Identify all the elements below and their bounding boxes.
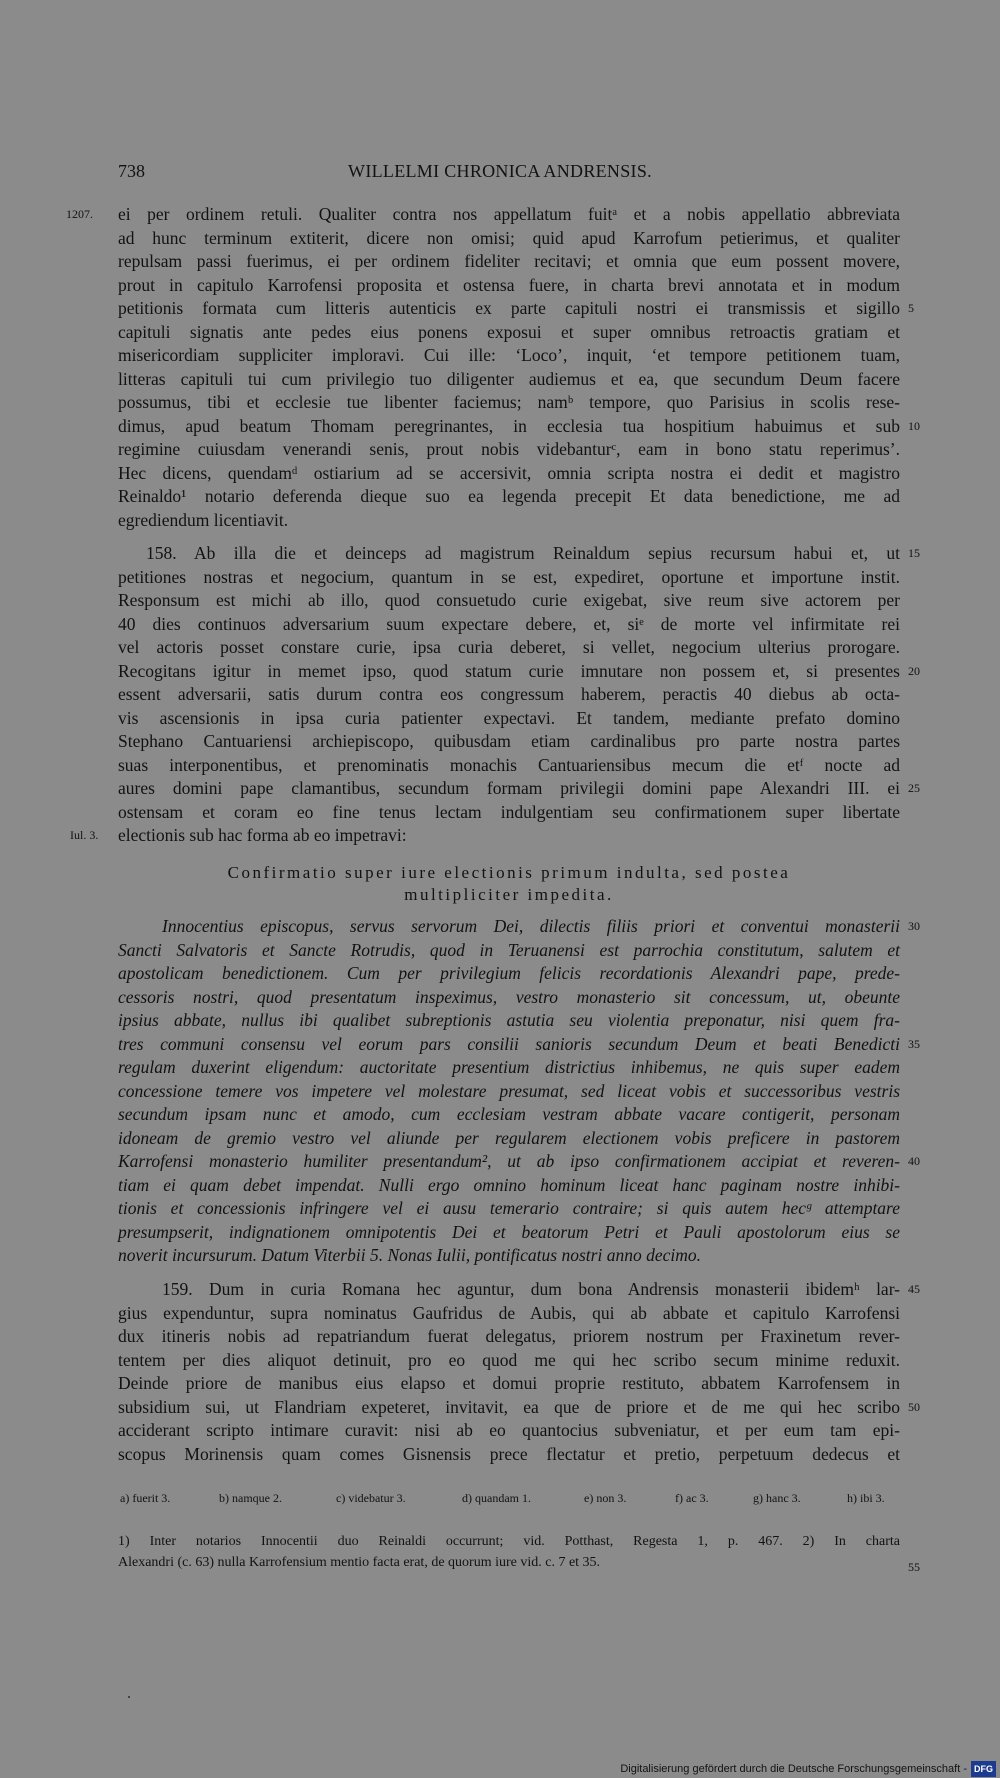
document-line: secundum ipsam nunc et amodo, cum ecclesiam vestram abbate vacare contigerit, personam <box>118 1104 900 1124</box>
digitization-credit <box>620 1761 996 1777</box>
document-line: tionis et concessionis infringere vel ei ausu temerario contraire; si quis autem hecᵍ attemptare <box>118 1198 900 1218</box>
running-header <box>0 161 1000 191</box>
document-line: tiam ei quam debet impendat. Nulli ergo omnino hominum liceat hanc paginam nostre inhibi- <box>118 1174 900 1195</box>
line-number: 5 <box>908 301 914 315</box>
document-line: idoneam de gremio vestro vel aliunde per regularem electionem vobis preficere in pastorem <box>118 1127 900 1148</box>
text-line: Stephano Cantuariensi archiepiscopo, quibusdam etiam cardinalibus pro parte nostra partes <box>118 731 900 751</box>
text-line: acciderant scripto intimare curavit: nisi ab eo quantocius subveniatur, et per eum tam epi- <box>118 1420 900 1440</box>
document-line: Sancti Salvatoris et Sancte Rotrudis, quod in Teruanensi est parrochia constitutum, salutem et <box>118 939 900 960</box>
line-number: 10 <box>908 418 920 433</box>
document-line: Karrofensi monasterio humiliter presentandum², ut ab ipso confirmationem accipiat et reveren- <box>118 1151 900 1171</box>
line-number: 15 <box>908 546 920 560</box>
document-line: apostolicam benedictionem. Cum per privilegium felicis recordationis Alexandri pape, prede- <box>118 963 900 983</box>
document-line: ipsius abbate, nullus ibi qualibet subreptionis astutia seu violentia preponatur, nisi quem fra- <box>118 1010 900 1030</box>
text-line: Reinaldo¹ notario deferenda dieque suo ea legenda precepit Et data benedictione, me ad <box>118 486 900 506</box>
document-line: concessione temere vos impetere vel molestare presumat, sed liceat vobis et successoribus vestris <box>118 1080 900 1101</box>
apparatus-note: e) non 3. <box>584 1491 627 1505</box>
text-line: tentem per dies aliquot detinuit, pro eo quod me qui hec scribo secum minime reduxit. <box>118 1349 900 1370</box>
text-line: subsidium sui, ut Flandriam expeteret, invitavit, ea que de priore et de me qui hec scribo <box>118 1396 900 1417</box>
text-line: litteras capituli tui cum privilegio tuo diligenter audiemus et ea, que secundum Deum facere <box>118 368 900 389</box>
page-speck <box>128 1696 130 1698</box>
document-line: regulam duxerint eligendum: auctoritate presentium districtius inhibemus, ne quis super eadem <box>118 1057 900 1077</box>
text-line: vis ascensionis in ipsa curia patienter expectavi. Et tandem, mediante prefato domino <box>118 707 900 728</box>
footnote-line: Alexandri (c. 63) nulla Karrofensium mentio facta erat, de quorum iure vid. c. 7 et 35. <box>118 1555 601 1570</box>
dfg-logo: DFG <box>971 1761 996 1777</box>
paragraph-159-start: 159. Dum in curia Romana hec aguntur, dum bona Andrensis monasterii ibidemʰ lar- <box>162 1279 900 1299</box>
apparatus-note: c) videbatur 3. <box>336 1491 406 1505</box>
text-line: dux itineris nobis ad repatriandum fuerat delegatus, priorem nostrum per Fraxinetum rever- <box>118 1326 900 1346</box>
document-line: presumpserit, indignationem omnipotentis Dei et beatorum Petri et Pauli apostolorum eius se <box>118 1221 900 1242</box>
text-line: regimine cuiusdam venerandi senis, prout nobis videbanturᶜ, eam in bono statu reperimus’. <box>118 439 900 459</box>
apparatus-note: a) fuerit 3. <box>120 1491 171 1505</box>
apparatus-note: h) ibi 3. <box>847 1491 885 1505</box>
text-line: egrediendum licentiavit. <box>118 509 289 530</box>
apparatus-note: d) quandam 1. <box>462 1491 531 1505</box>
text-line: Deinde priore de manibus eius elapso et domui proprie restituto, abbatem Karrofensem in <box>118 1373 900 1393</box>
text-line: possumus, tibi et ecclesie tue libenter faciemus; namᵇ tempore, quo Parisius in scolis rese- <box>118 392 900 412</box>
text-line: misericordiam suppliciter imploravi. Cui ille: ‘Loco’, inquit, ‘et tempore petitionem tuam, <box>118 345 900 365</box>
paragraph-158-start: 158. Ab illa die et deinceps ad magistrum Reinaldum sepius recursum habui et, ut <box>146 543 900 563</box>
page-number: 738 <box>118 161 145 181</box>
running-title: WILLELMI CHRONICA ANDRENSIS. <box>348 161 652 181</box>
text-line: electionis sub hac forma ab eo impetravi: <box>118 825 407 845</box>
margin-year: 1207. <box>66 207 93 221</box>
text-line: petitiones nostras et negocium, quantum in se est, expediret, oportune et importune instit. <box>118 566 900 587</box>
margin-date: Iul. 3. <box>70 828 99 842</box>
text-line: ad hunc terminum extiterit, dicere non omisi; quid apud Karrofum petierimus, et qualiter <box>118 227 900 248</box>
apparatus-note: b) namque 2. <box>219 1491 282 1505</box>
text-line: Responsum est michi ab illo, quod consuetudo curie exigebat, sive reum sive actorem per <box>118 590 900 610</box>
document-line: noverit incursurum. Datum Viterbii 5. Nonas Iulii, pontificatus nostri anno decimo. <box>118 1245 701 1265</box>
text-line: Hec dicens, quendamᵈ ostiarium ad se accersivit, omnia scripta nostra ei dedit et magistro <box>118 462 900 483</box>
line-number: 50 <box>908 1399 920 1414</box>
apparatus-note: g) hanc 3. <box>753 1491 801 1505</box>
subheading-line: Confirmatio super iure electionis primum indulta, sed postea <box>227 863 791 882</box>
text-line: ei per ordinem retuli. Qualiter contra nos appellatum fuitᵃ et a nobis appellatio abbreviata <box>118 204 900 224</box>
line-number: 45 <box>908 1282 920 1296</box>
text-line: vel actoris posset constare curie, ipsa curia deberet, si vellet, negocium ulterius prorogare. <box>118 637 900 657</box>
text-line: 40 dies continuos adversarium suum expectare debere, et, siᵉ de morte vel infirmitate rei <box>118 613 900 634</box>
text-line: repulsam passi fuerimus, ei per ordinem fideliter recitavi; et omnia que eum possent movere, <box>118 251 900 271</box>
footnote-line: 1) Inter notarios Innocentii duo Reinaldi occurrunt; vid. Potthast, Regesta 1, p. 467. 2) In charta <box>118 1534 900 1549</box>
text-line: aures domini pape clamantibus, secundum formam privilegii domini pape Alexandri III. ei <box>118 778 900 798</box>
document-line: cessoris nostri, quod presentatum inspeximus, vestro monasterio sit concessum, ut, obeunte <box>118 986 900 1007</box>
text-line: Recogitans igitur in memet ipso, quod statum curie imnutare non possem et, si presentes <box>118 660 900 681</box>
text-line: suas interponentibus, et prenominatis monachis Cantuariensibus mecum die etᶠ nocte ad <box>118 754 900 775</box>
text-line: petitionis formata cum litteris autenticis ex parte capituli nostri ei transmissis et sigillo <box>118 298 900 318</box>
document-line: tres communi consensu vel eorum pars consilii sanioris secundum Deum et beati Benedicti <box>118 1033 900 1054</box>
line-number: 35 <box>908 1036 920 1051</box>
line-number: 55 <box>908 1560 920 1574</box>
subheading-line: multipliciter impedita. <box>404 885 614 904</box>
text-line: scopus Morinensis quam comes Gisnensis prece flectatur et pretio, perpetuum dedecus et <box>118 1443 900 1464</box>
line-number: 30 <box>908 919 920 933</box>
apparatus-note: f) ac 3. <box>675 1491 709 1505</box>
text-line: capituli signatis ante pedes eius ponens exposui et super omnibus retroactis gratiam et <box>118 321 900 342</box>
line-number: 20 <box>908 663 920 678</box>
text-line: ostensam et coram eo fine tenus lectam indulgentiam seu confirmationem super libertate <box>118 801 900 822</box>
line-number: 25 <box>908 781 920 795</box>
text-line: essent adversarii, satis durum contra eos congressum haberem, peractis 40 diebus ab octa- <box>118 684 900 704</box>
text-line: gius expenduntur, supra nominatus Gaufridus de Aubis, qui ab abbate et capitulo Karrofensi <box>118 1302 900 1323</box>
credit-text: Digitalisierung gefördert durch die Deutsche Forschungsgemeinschaft - <box>620 1763 967 1775</box>
text-line: prout in capitulo Karrofensi proposita et ostensa fuere, in charta brevi annotata et in modum <box>118 274 900 295</box>
text-line: dimus, apud beatum Thomam peregrinantes, in ecclesia tua hospitium habuimus et sub <box>118 415 900 436</box>
document-line: Innocentius episcopus, servus servorum Dei, dilectis filiis priori et conventui monasterii <box>162 916 900 936</box>
line-number: 40 <box>908 1154 920 1168</box>
